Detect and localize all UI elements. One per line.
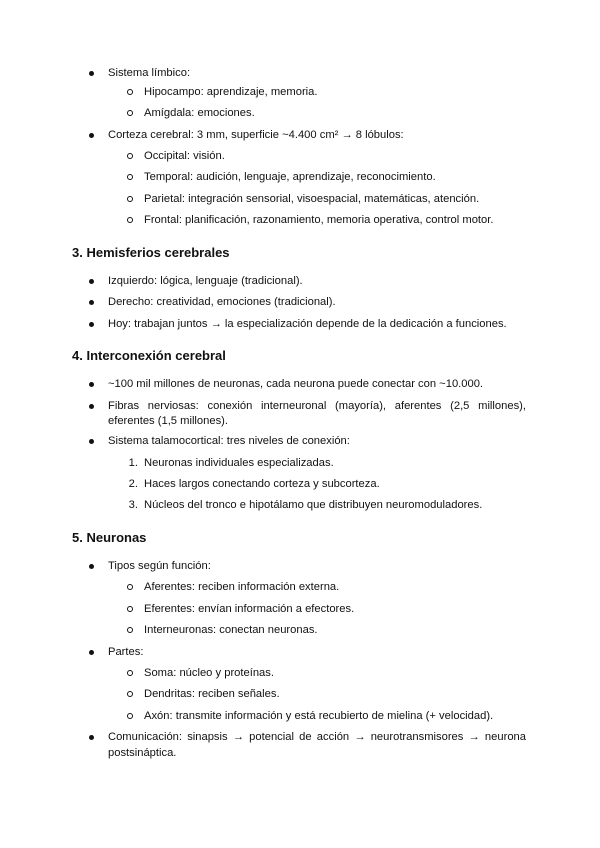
list-item-text: Partes: [108,646,144,658]
numbered-item-text: Núcleos del tronco e hipotálamo que distribuyen neuromoduladores. [144,499,483,511]
sub-list-item-text: Parietal: integración sensorial, visoespacial, matemáticas, atención. [144,193,480,205]
sub-list-item-text: Dendritas: reciben señales. [144,688,280,700]
list-item-text: postsináptica. [108,747,177,759]
bullet [89,300,94,305]
circle-bullet [127,110,133,116]
circle-bullet [127,691,133,697]
bullet [89,133,94,138]
item-number: 3. [128,499,138,511]
bullet [89,735,94,740]
sub-list-item-text: Eferentes: envían información a efectores. [144,603,355,615]
list-item-text: Tipos según función: [108,560,211,572]
bullet [89,382,94,387]
section-heading: 4. Interconexión cerebral [72,348,226,363]
list-item-text: Corteza cerebral: 3 mm, superficie ~4.400 cm² → 8 lóbulos: [108,129,404,141]
bullet [89,322,94,327]
circle-bullet [127,584,133,590]
sub-list-item-text: Hipocampo: aprendizaje, memoria. [144,86,318,98]
circle-bullet [127,670,133,676]
sub-list-item-text: Frontal: planificación, razonamiento, memoria operativa, control motor. [144,214,494,226]
list-item-text: Fibras nerviosas: conexión interneuronal (mayoría), aferentes (2,5 millones), [108,400,526,412]
list-item-text: Sistema límbico: [108,67,191,79]
sub-list-item-text: Aferentes: reciben información externa. [144,581,340,593]
sub-list-item-text: Occipital: visión. [144,150,225,162]
circle-bullet [127,196,133,202]
circle-bullet [127,606,133,612]
circle-bullet [127,627,133,633]
circle-bullet [127,153,133,159]
item-number: 2. [128,478,138,490]
sub-list-item-text: Soma: núcleo y proteínas. [144,667,274,679]
circle-bullet [127,713,133,719]
circle-bullet [127,89,133,95]
section-heading: 5. Neuronas [72,530,147,545]
bullet [89,404,94,409]
bullet [89,650,94,655]
circle-bullet [127,217,133,223]
bullet [89,71,94,76]
sub-list-item-text: Temporal: audición, lenguaje, aprendizaje, reconocimiento. [144,171,436,183]
bullet [89,279,94,284]
list-item-text: eferentes (1,5 millones). [108,415,229,427]
list-item-text: Sistema talamocortical: tres niveles de conexión: [108,435,350,447]
list-item-text: Hoy: trabajan juntos → la especialización depende de la dedicación a funciones. [108,318,507,330]
numbered-item-text: Haces largos conectando corteza y subcorteza. [144,478,380,490]
list-item-text: Comunicación: sinapsis → potencial de acción → neurotransmisores → neurona [108,731,526,743]
numbered-item-text: Neuronas individuales especializadas. [144,457,334,469]
bullet [89,564,94,569]
sub-list-item-text: Amígdala: emociones. [144,107,255,119]
sub-list-item-text: Interneuronas: conectan neuronas. [144,624,318,636]
list-item-text: Derecho: creatividad, emociones (tradicional). [108,296,336,308]
list-item-text: ~100 mil millones de neuronas, cada neurona puede conectar con ~10.000. [108,378,484,390]
section-heading: 3. Hemisferios cerebrales [72,245,230,260]
circle-bullet [127,174,133,180]
item-number: 1. [128,457,138,469]
bullet [89,439,94,444]
list-item-text: Izquierdo: lógica, lenguaje (tradicional). [108,275,303,287]
sub-list-item-text: Axón: transmite información y está recubierto de mielina (+ velocidad). [144,710,494,722]
